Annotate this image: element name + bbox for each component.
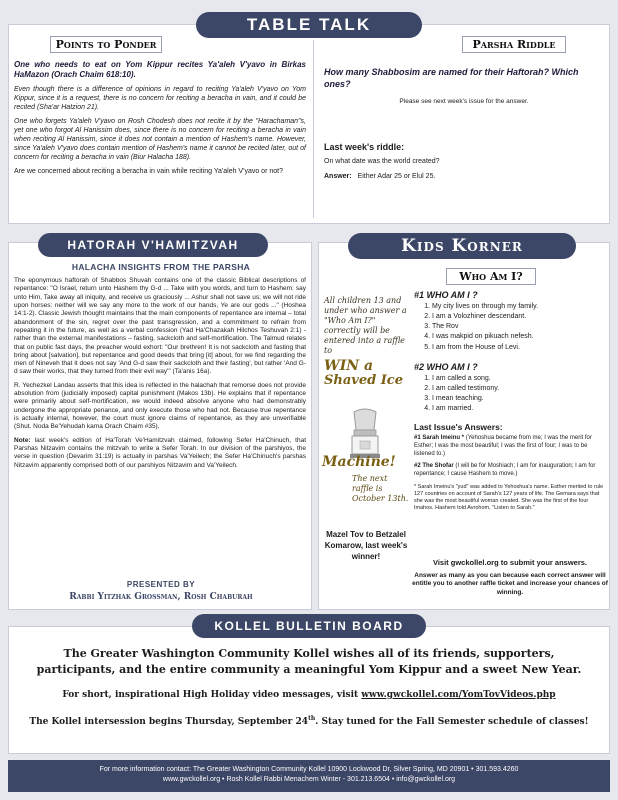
- who-am-i-1-title: #1 WHO AM I ?: [414, 290, 478, 300]
- last-week-riddle-question: On what date was the world created?: [324, 157, 440, 165]
- list-item: 2. I am a Volozhiner descendant.: [432, 312, 606, 322]
- bulletin-line-1: The Greater Washington Community Kollel wishes all of its friends, supporters, participants, and the entire community a meaningful Yom Kippur and a sweet New Year.: [36, 647, 582, 676]
- points-to-ponder-content: [14, 60, 306, 182]
- promo-text: All children 13 and under who answer a "Who Am I?" correctly will be entered into a raffle to: [324, 296, 407, 355]
- machine-text: Machine!: [322, 454, 396, 470]
- bulletin-line-3: [14, 715, 604, 727]
- bulletin-line-2: [14, 690, 604, 700]
- presented-by: PRESENTED BY: [126, 580, 196, 589]
- hatorah-para-1: The eponymous haftorah of Shabbos Shuvah contains one of the classic Biblical descriptions of repentance: "O Israel, return unto Hashem thy G-d ... Take with you words, and turn to Hashem: say unto Him, Take away all iniquity, and receive us graciously ... Ashur shall not save us; we will not ride upon horses: neither will we say any more to the work of our hands, Ye are our gods ..." (Hoshea 14:1-2). Classic Jewish thought maintains that the main components of repentance are internal – total abandonment of the sin, regret over the past transgression, and a commitment to refrain from repeating it in the future, as well as a verbal confession (Yad Ha'Chazakah Hilchos Teshuvah 2:1) - rather than the external manifestations – fasting, sackcloth and self-mortification. The Talmud relates that on public fast days, the preacher would exhort: "Our brethren! It is not sackcloth and fasting that bring about [salvation], but repentance and good deeds that bring [it] about, for we find regarding the men of Nineveh that it does not say 'And G-d saw their sackcloth and their fasting', but rather 'And G-d saw their works, that they turned from their evil way'" (Ta'anis 16a).: [14, 277, 306, 376]
- table-talk-divider: [313, 40, 314, 218]
- footer-line-1: For more information contact: The Greater Washington Community Kollel 10900 Lockwood Dr, Silver Spring, MD 20901 • 301.593.4260: [99, 766, 519, 773]
- bulletin-line-3-text: The Kollel intersession begins Thursday, September 24: [29, 717, 309, 727]
- hatorah-subtitle: HALACHA INSIGHTS FROM THE PARSHA: [71, 262, 251, 272]
- visit-text[interactable]: Visit gwckollel.org to submit your answers.: [432, 558, 588, 567]
- who-am-i-content: [414, 290, 606, 517]
- answer-1-text: (Yehoshua became from me; I was the merit for Esther; I was the most beautiful; I was the first of four; I was to be listened to.): [414, 435, 592, 457]
- ponder-para-1: Even though there is a difference of opinions in regard to reciting Ya'aleh V'yavo on Yom Kippur, since it is a request, there is no concern for reciting a beracha in vain, and it could be recited (Sha'ar Hatzion 21).: [14, 86, 306, 112]
- last-issue-answers-title: Last Issue's Answers:: [414, 422, 503, 433]
- answer-2-label: #2 The Shofar: [414, 463, 454, 470]
- parsha-riddle-tab: Parsha Riddle: [462, 36, 566, 53]
- list-item: 3. I mean teaching.: [432, 394, 606, 404]
- hatorah-para-2: R. Yechezkel Landau asserts that this idea is reflected in the halachah that remorse does not provide absolution from (judicially imposed) capital punishment (Makos 13b). He explains that if repentance were primarily about self-mortification, we would indeed absolve anyone who had demonstrably undergone the appropriate penance, and only execute those who had not. Because true repentance is actually internal, however, the court must ignore claims of repentance, as they are unverifiable (Shut. Noda Be'Yehudah kama Orach Chaim #35).: [14, 381, 306, 431]
- answer-2: [414, 463, 606, 478]
- author-line: Rabbi Yitzhak Grossman, Rosh Chaburah: [69, 592, 253, 602]
- footer-line-2[interactable]: www.gwckollel.org • Rosh Kollel Rabbi Menachem Winter - 301.213.6504 • info@gwckollel.org: [162, 776, 456, 783]
- raffle-promo: [324, 296, 408, 389]
- answer-1: [414, 435, 606, 458]
- shaved-ice-text: Shaved Ice: [324, 373, 403, 389]
- hatorah-note: [14, 437, 306, 470]
- who-am-i-1-list: [414, 302, 606, 353]
- shaved-ice-machine-icon: [330, 406, 400, 460]
- who-am-i-tab: Who Am I?: [446, 268, 536, 285]
- list-item: 1. My city lives on through my family.: [432, 302, 606, 312]
- table-talk-banner: TABLE TALK: [196, 12, 422, 38]
- date-suffix: th: [308, 715, 316, 722]
- next-raffle-text: The next raffle is October 13th.: [352, 474, 409, 503]
- list-item: 3. The Rov: [432, 322, 606, 332]
- riddle-note: Please see next week's issue for the answer.: [399, 98, 529, 106]
- note-label: Note:: [14, 436, 31, 444]
- kids-korner-banner: Kids Korner: [348, 233, 576, 259]
- win-text: WIN a: [324, 358, 374, 374]
- bulletin-line-2-text: For short, inspirational High Holiday video messages, visit: [62, 690, 359, 700]
- ponder-para-2: One who forgets Ya'aleh V'yavo on Rosh Chodesh does not recite it by the "Harachaman"s, yet one who forgot Al Hanissim does, since there is no concern for reciting a beracha in vain when reciting Al Hanissim, since it does not contain a mention of Hashem's name. However, since Ya'aleh V'yavo does contain mention of Hashem's name it cannot be recited later, out of concern for reciting a beracha in vain (Biur Halacha 188).: [14, 118, 306, 162]
- answer-footnote: * Sarah Imeinu's "yud" was added to Yehoshua's name. Esther merited to rule 127 countries on account of Sarah's 127 years of life. The Gemara says that she was the most beautiful woman created. She was the first of the four Imahos. Hashem told Avrohom, "Listen to Sarah.": [414, 483, 604, 511]
- list-item: 1. I am called a song.: [432, 374, 606, 384]
- list-item: 5. I am from the House of Levi.: [432, 343, 606, 353]
- riddle-question: How many Shabbosim are named for their Haftorah? Which ones?: [324, 67, 579, 90]
- bulletin-banner: KOLLEL BULLETIN BOARD: [192, 614, 426, 638]
- answer-1-label: #1 Sarah Imeinu *: [414, 435, 465, 442]
- parsha-riddle-content: [324, 66, 604, 180]
- hatorah-content: [14, 277, 306, 475]
- points-to-ponder-tab: Points to Ponder: [50, 36, 162, 53]
- answer-more-text: Answer as many as you can because each correct answer will entitle you to another raffle ticket and increase your chances of winning.: [412, 572, 608, 596]
- answer-2-text: (I will be for Moshiach; I am for inauguration; I am for repentance; I cause Hashem to move.): [414, 463, 596, 477]
- answer-label: Answer:: [324, 172, 352, 180]
- list-item: 4. I was makpid on pikuach nefesh.: [432, 332, 606, 342]
- list-item: 4. I am married.: [432, 404, 606, 414]
- note-text: last week's edition of Ha'Torah Ve'Hamitzvah claimed, following Sefer Ha'Chinuch, that Parshas Nitzavim contains the mitzvah to write a Sefer Torah. In our division of the parshiyos, the verse in question (Devarim 31:19) is actually in parshas Va'Yeilech; the Sefer Ha'Chinuch's parshas Nitzavim apparently comprised both of our parshiyos Nitzavim and Va'Yeilech.: [14, 436, 306, 469]
- video-link[interactable]: www.gwckollel.com/YomTovVideos.php: [361, 690, 556, 700]
- list-item: 2. I am called testimony.: [432, 384, 606, 394]
- last-week-answer: [324, 173, 604, 180]
- mazel-tov-text: Mazel Tov to Betzalel Komarow, last week's winner!: [324, 530, 408, 561]
- ponder-question: One who needs to eat on Yom Kippur recites Ya'aleh V'yavo in Birkas HaMazon (Orach Chaim 618:10).: [14, 60, 306, 80]
- footer-bar: [8, 760, 610, 792]
- hatorah-banner: HATORAH V'HAMITZVAH: [38, 233, 268, 257]
- who-am-i-2-list: [414, 374, 606, 415]
- ponder-para-3: Are we concerned about reciting a beracha in vain while reciting Ya'aleh V'yavo or not?: [14, 168, 283, 176]
- answer-text: Either Adar 25 or Elul 25.: [357, 172, 436, 180]
- who-am-i-2-title: #2 WHO AM I ?: [414, 361, 478, 372]
- bulletin-line-3-rest: . Stay tuned for the Fall Semester schedule of classes!: [315, 717, 589, 727]
- last-week-riddle-title: Last week's riddle:: [324, 141, 405, 152]
